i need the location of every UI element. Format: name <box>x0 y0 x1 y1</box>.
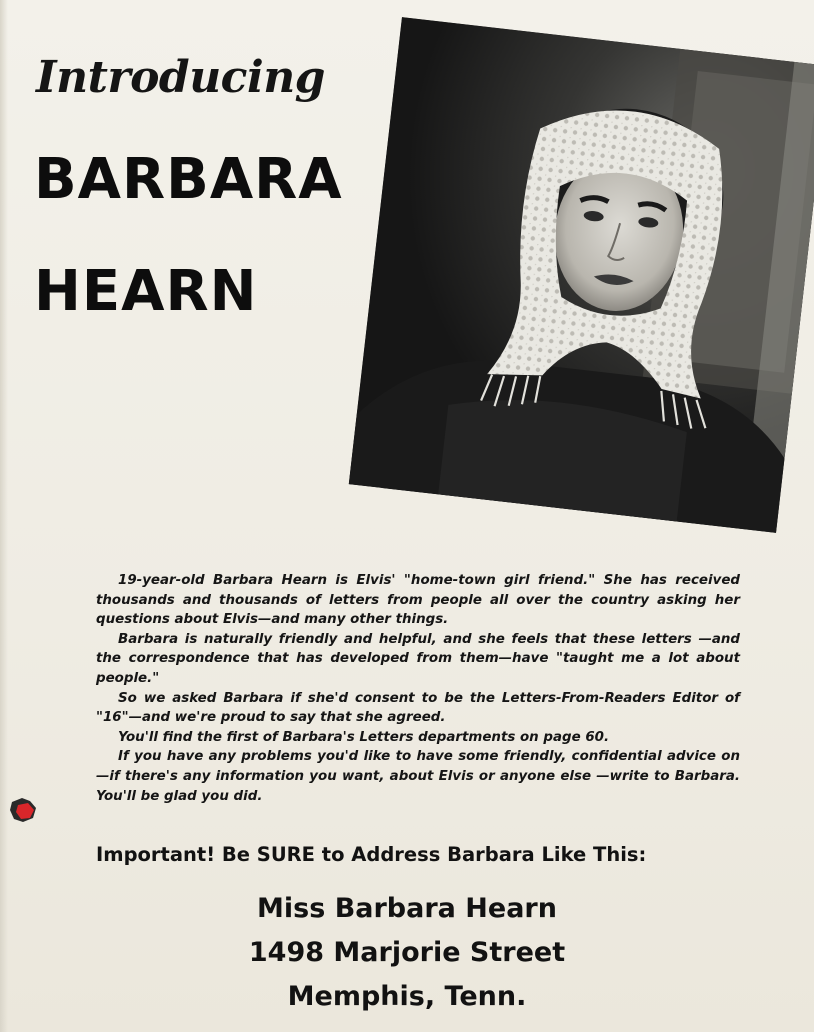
page-edge-shadow <box>0 0 8 1032</box>
article-paragraph: Barbara is naturally friendly and helpful, and she feels that these letters —and the correspondence that has developed from them—have "taught me a lot about people." <box>96 631 740 686</box>
article-paragraph: So we asked Barbara if she'd consent to be the Letters-From-Readers Editor of "16"—and we're proud to say that she agreed. <box>96 690 740 726</box>
article-paragraph: If you have any problems you'd like to have some friendly, confidential advice on—if there's any information you want, about Elvis or anyone else —write to Barbara. You'll be glad you did. <box>96 749 740 804</box>
name-heading-first: BARBARA <box>34 147 343 212</box>
article-paragraph: You'll find the first of Barbara's Letters departments on page 60. <box>118 729 610 745</box>
torn-paper-stain <box>8 796 38 824</box>
portrait-photo <box>349 17 814 533</box>
name-heading-last: HEARN <box>34 259 258 324</box>
article-body <box>96 571 740 806</box>
address-line-name: Miss Barbara Hearn <box>257 893 557 924</box>
portrait-photo-graphic <box>349 17 814 533</box>
address-line-street: 1498 Marjorie Street <box>248 937 566 968</box>
address-line-city: Memphis, Tenn. <box>287 981 527 1012</box>
intro-heading: Introducing <box>36 52 325 103</box>
article-paragraph: 19-year-old Barbara Hearn is Elvis' "home-town girl friend." She has received thousands and thousands of letters from people all over the country asking her questions about Elvis—and many other things. <box>96 573 740 628</box>
important-notice: Important! Be SURE to Address Barbara Like This: <box>96 843 647 866</box>
